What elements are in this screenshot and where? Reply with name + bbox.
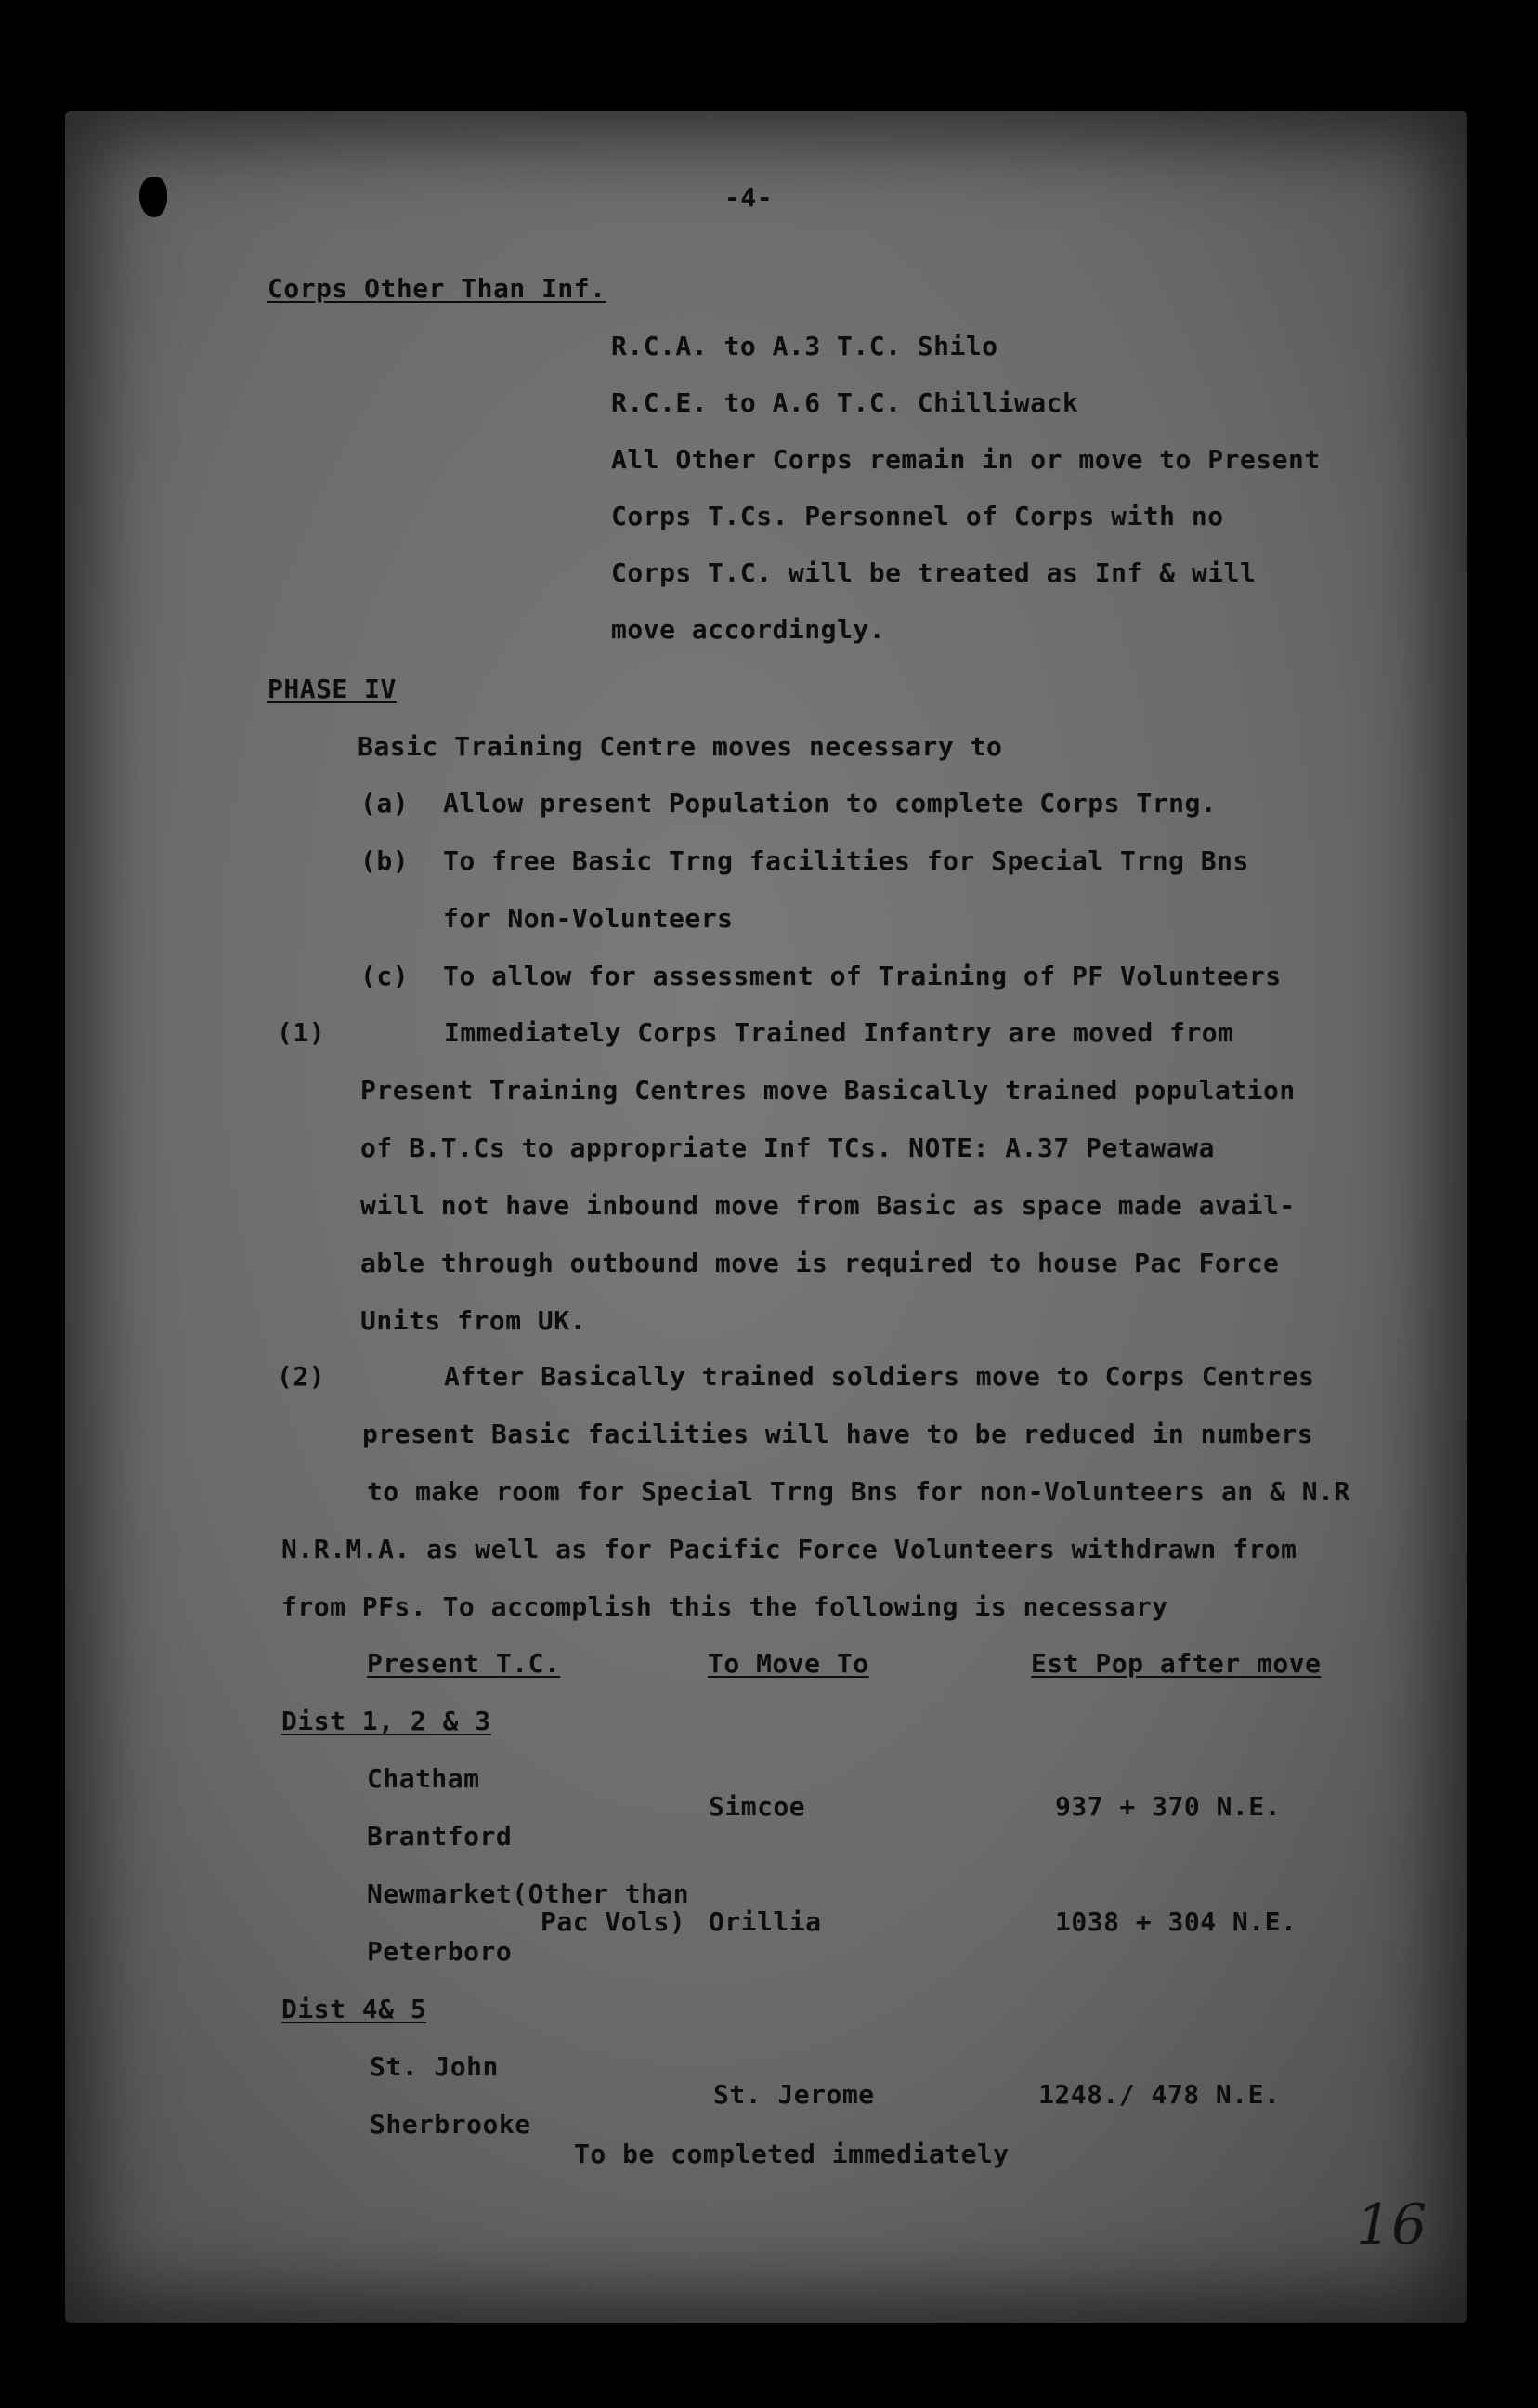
para1-line: able through outbound move is required to house Pac Force [360, 1248, 1280, 1278]
item-text: Allow present Population to complete Corps Trng. [443, 788, 1218, 818]
para2-line: present Basic facilities will have to be reduced in numbers [362, 1419, 1314, 1449]
destination: St. Jerome [713, 2079, 875, 2110]
ink-blot [139, 177, 167, 217]
footer-note: To be completed immediately [574, 2139, 1010, 2169]
phase-intro: Basic Training Centre moves necessary to [358, 731, 1003, 762]
para2-line: from PFs. To accomplish this the following is necessary [281, 1591, 1168, 1622]
item-label: (b) [360, 845, 410, 876]
est-pop: 1248./ 478 N.E. [1038, 2079, 1281, 2110]
centre-name: Peterboro [367, 1936, 513, 1967]
destination: Orillia [709, 1906, 822, 1937]
corps-line: Corps T.C. will be treated as Inf & will [611, 557, 1257, 588]
corps-line: Corps T.Cs. Personnel of Corps with no [611, 501, 1224, 531]
para1-line: Units from UK. [360, 1305, 587, 1336]
table-header-est-pop: Est Pop after move [1031, 1648, 1322, 1679]
pac-vols-note: Pac Vols) [541, 1906, 686, 1937]
table-header-move-to: To Move To [708, 1648, 869, 1679]
item-text: To allow for assessment of Training of PF Volunteers [443, 961, 1282, 991]
page-number: -4- [724, 182, 774, 213]
para1-line: will not have inbound move from Basic as space made avail- [360, 1190, 1296, 1221]
phase-heading: PHASE IV [267, 674, 397, 704]
para2-line: After Basically trained soldiers move to Corps Centres [444, 1361, 1315, 1392]
centre-name: Brantford [367, 1821, 513, 1852]
centre-name: Chatham [367, 1763, 480, 1794]
handwritten-number: 16 [1356, 2192, 1427, 2258]
dist-heading: Dist 1, 2 & 3 [281, 1706, 491, 1736]
item-label: (a) [360, 788, 410, 818]
centre-name: Sherbrooke [370, 2109, 531, 2140]
item-label: (c) [360, 961, 410, 991]
table-header-present: Present T.C. [367, 1648, 561, 1679]
para1-line: of B.T.Cs to appropriate Inf TCs. NOTE: A.37 Petawawa [360, 1132, 1215, 1163]
est-pop: 1038 + 304 N.E. [1055, 1906, 1297, 1937]
corps-line: R.C.E. to A.6 T.C. Chilliwack [611, 387, 1079, 418]
para2-line: N.R.M.A. as well as for Pacific Force Volunteers withdrawn from [281, 1534, 1297, 1564]
centre-name: St. John [370, 2051, 499, 2082]
centre-name: Newmarket(Other than [367, 1878, 690, 1909]
item-text: for Non-Volunteers [443, 903, 734, 934]
corps-heading: Corps Other Than Inf. [267, 273, 606, 304]
item-text: To free Basic Trng facilities for Special Trng Bns [443, 845, 1249, 876]
para1-line: Immediately Corps Trained Infantry are moved from [444, 1017, 1234, 1048]
corps-line: All Other Corps remain in or move to Present [611, 444, 1321, 475]
para1-line: Present Training Centres move Basically trained population [360, 1075, 1296, 1106]
para2-label: (2) [277, 1361, 326, 1392]
corps-line: R.C.A. to A.3 T.C. Shilo [611, 331, 998, 361]
destination: Simcoe [709, 1791, 806, 1822]
dist-heading: Dist 4& 5 [281, 1994, 427, 2024]
para2-line: to make room for Special Trng Bns for non-Volunteers an & N.R [367, 1476, 1350, 1507]
corps-line: move accordingly. [611, 614, 886, 645]
para1-label: (1) [277, 1017, 326, 1048]
est-pop: 937 + 370 N.E. [1055, 1791, 1282, 1822]
